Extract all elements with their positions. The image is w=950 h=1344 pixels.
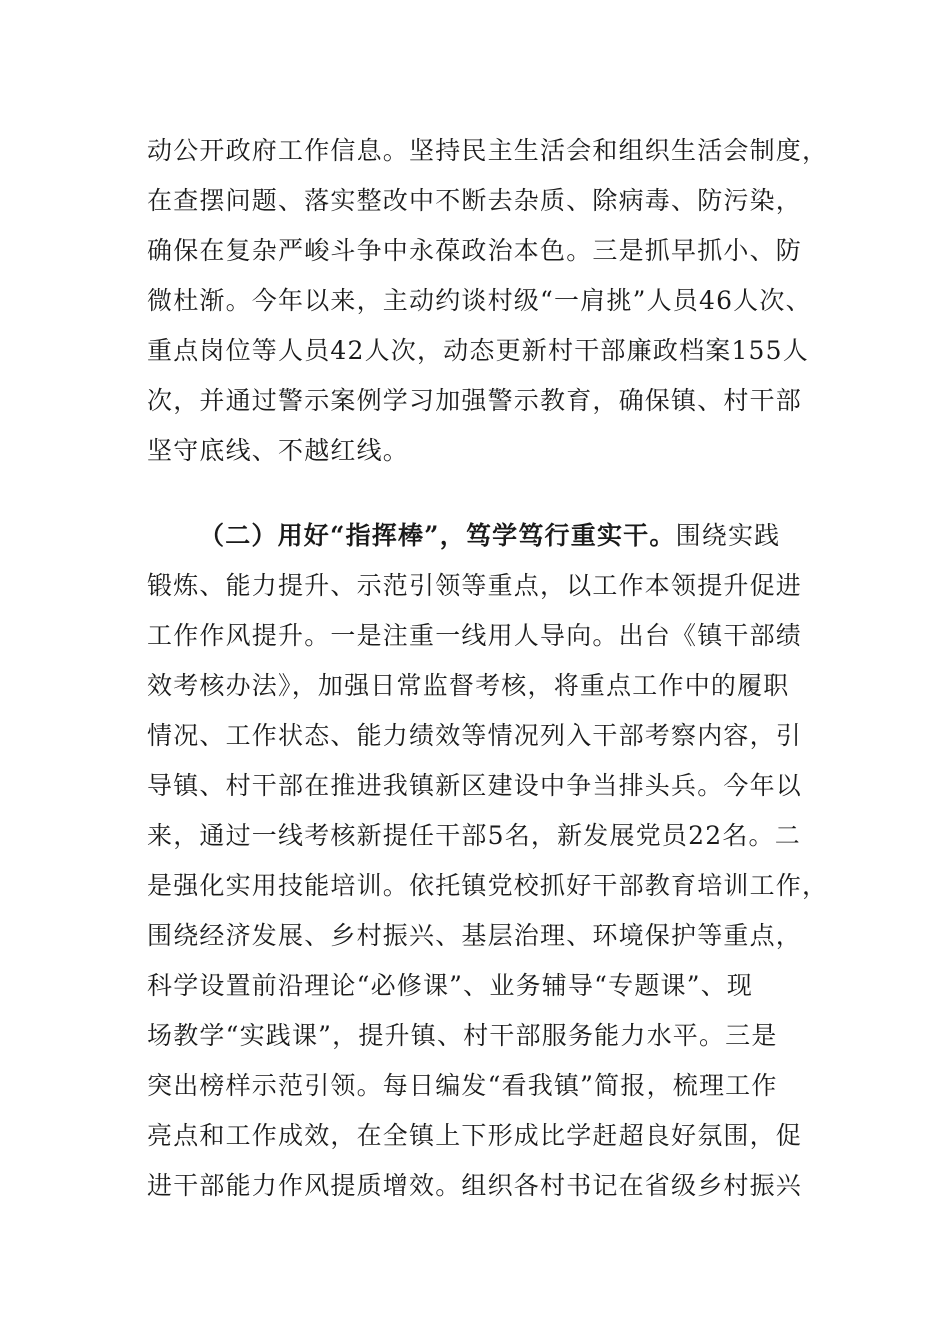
heading-line-rest: 围绕实践 (675, 521, 781, 550)
text-line: 导镇、村干部在推进我镇新区建设中争当排头兵。今年以 (147, 771, 803, 800)
text-line: 在查摆问题、落实整改中不断去杂质、除病毒、防污染， (147, 186, 803, 215)
text-line: 确保在复杂严峻斗争中永葆政治本色。三是抓早抓小、防 (147, 236, 803, 265)
text-line: 效考核办法》，加强日常监督考核，将重点工作中的履职 (147, 671, 790, 700)
text-line: 是强化实用技能培训。依托镇党校抓好干部教育培训工作， (147, 871, 829, 900)
text-line: 动公开政府工作信息。坚持民主生活会和组织生活会制度， (147, 136, 829, 165)
text-line: 微杜渐。今年以来，主动约谈村级“一肩挑”人员46人次、 (147, 286, 812, 315)
text-line: 场教学“实践课”，提升镇、村干部服务能力水平。三是 (147, 1021, 778, 1050)
section-heading-line (199, 516, 780, 556)
text-line: 围绕经济发展、乡村振兴、基层治理、环境保护等重点， (147, 921, 803, 950)
text-line: 突出榜样示范引领。每日编发“看我镇”简报，梳理工作 (147, 1071, 778, 1100)
text-line: 进干部能力作风提质增效。组织各村书记在省级乡村振兴 (147, 1171, 803, 1200)
text-line: 坚守底线、不越红线。 (147, 436, 410, 465)
text-line: 锻炼、能力提升、示范引领等重点，以工作本领提升促进 (147, 571, 803, 600)
text-line: 情况、工作状态、能力绩效等情况列入干部考察内容，引 (147, 721, 803, 750)
text-line: 次，并通过警示案例学习加强警示教育，确保镇、村干部 (147, 386, 803, 415)
text-line: 重点岗位等人员42人次，动态更新村干部廉政档案155人 (147, 336, 809, 365)
text-line: 亮点和工作成效，在全镇上下形成比学赶超良好氛围，促 (147, 1121, 803, 1150)
text-line: 科学设置前沿理论“必修课”、业务辅导“专题课”、现 (147, 971, 754, 1000)
text-line: 来，通过一线考核新提任干部5名，新发展党员22名。二 (147, 821, 801, 850)
text-line: 工作作风提升。一是注重一线用人导向。出台《镇干部绩 (147, 621, 803, 650)
section-heading: （二）用好“指挥棒”，笃学笃行重实干。 (199, 521, 676, 550)
